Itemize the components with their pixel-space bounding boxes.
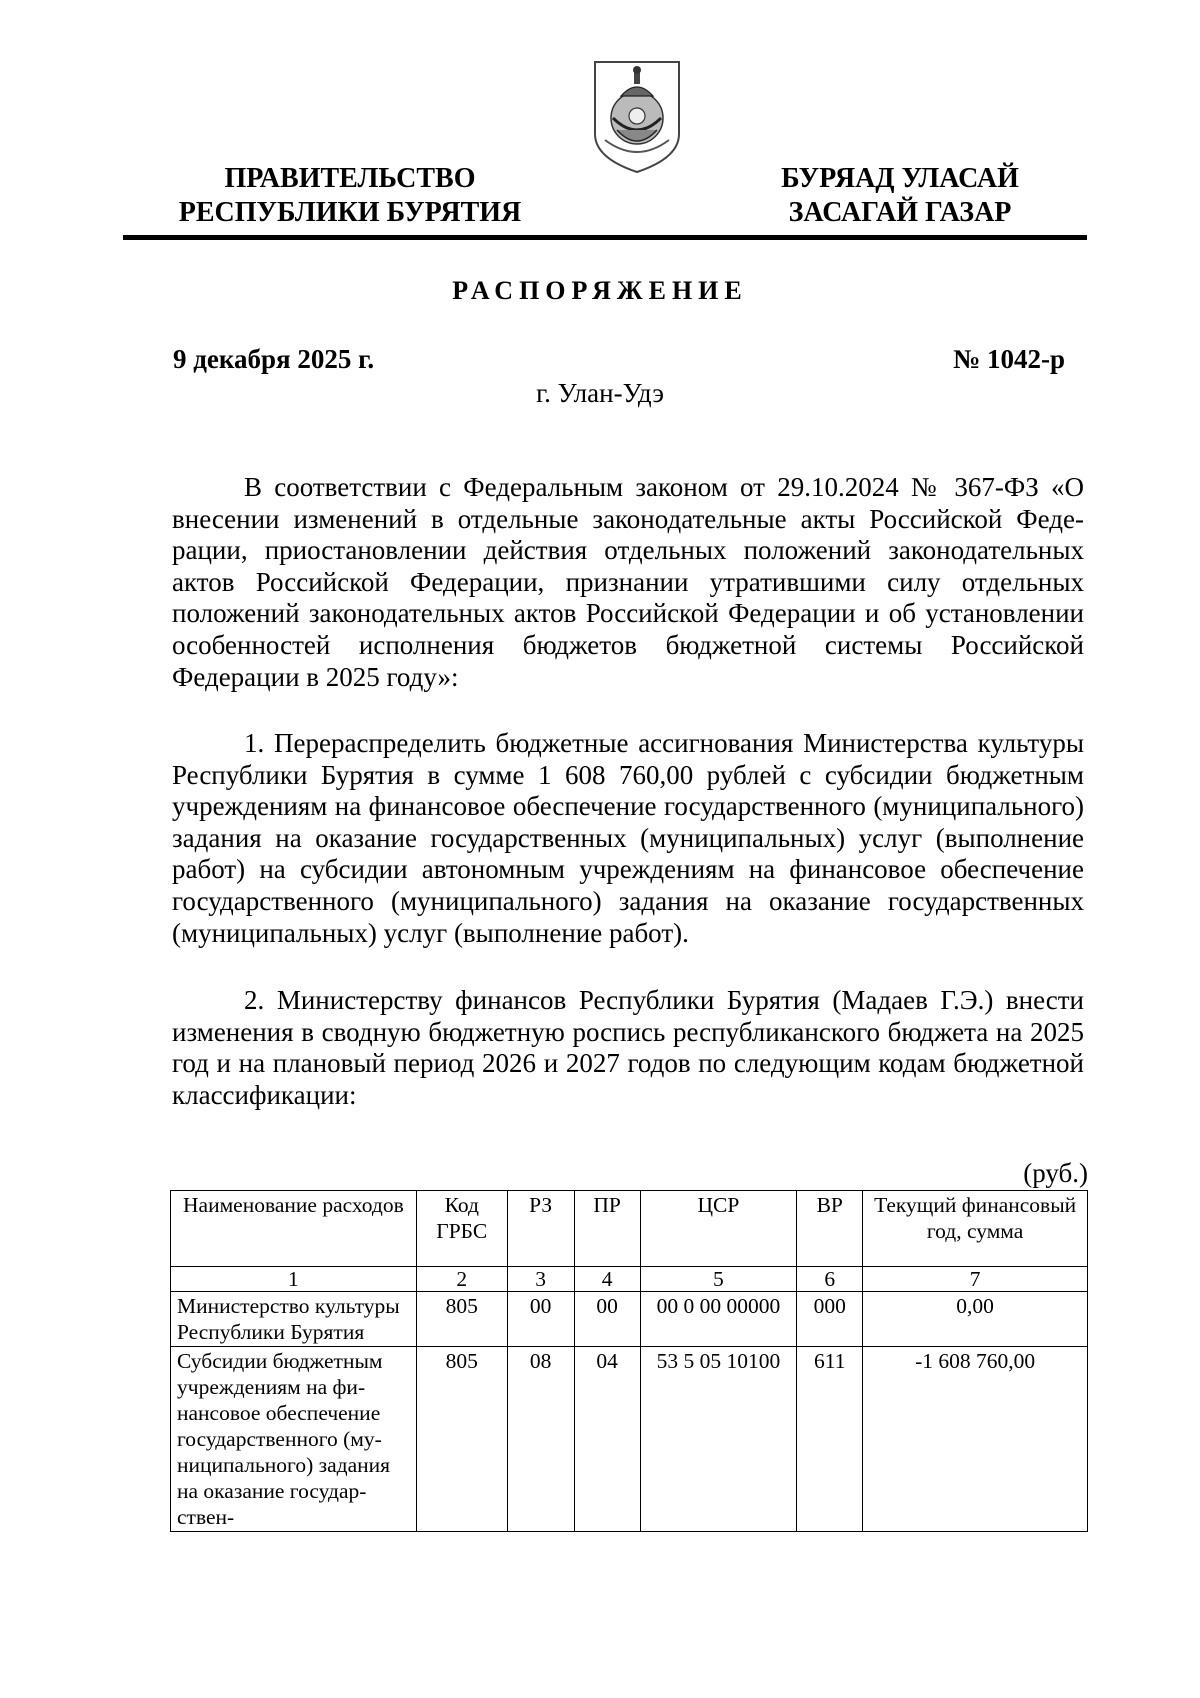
cell-csr: 53 5 05 10100: [640, 1347, 797, 1532]
header-name: Наименование расходов: [171, 1191, 417, 1267]
table-row: [171, 1292, 1088, 1347]
col-number: 6: [797, 1267, 863, 1292]
org-ru-line2: РЕСПУБЛИКИ БУРЯТИЯ: [178, 197, 522, 228]
header-divider: [123, 235, 1087, 240]
document-city: г. Улан-Удэ: [536, 378, 664, 408]
table-row: [171, 1347, 1088, 1532]
header-csr: ЦСР: [640, 1191, 797, 1267]
cell-sum: -1 608 760,00: [863, 1347, 1088, 1532]
col-number: 4: [574, 1267, 640, 1292]
coat-of-arms-icon: [591, 56, 683, 174]
header-grbs: Код ГРБС: [416, 1191, 507, 1267]
col-number: 5: [640, 1267, 797, 1292]
column-number-row: [171, 1267, 1088, 1292]
cell-name: Субсидии бюджетным учреждениям на финансовое обеспечение государственного (муниципального) задания на оказание государствен-: [171, 1347, 417, 1532]
org-name-buryat: [740, 162, 1060, 230]
cell-rz: 00: [507, 1292, 574, 1347]
document-type: РАСПОРЯЖЕНИЕ: [452, 276, 748, 305]
cell-name: Министерство культуры Республики Бурятия: [171, 1292, 417, 1347]
cell-csr: 00 0 00 00000: [640, 1292, 797, 1347]
cell-grbs: 805: [416, 1347, 507, 1532]
point-1-paragraph: 1. Перераспределить бюджетные ассигнования Министерства культуры Республики Бурятия в сумме 1 608 760,00 рублей с субсидии бюджетным учреждениям на финансовое обеспечение государственного (муниципального) задания на оказание государственных (муниципальных) услуг (выполнение работ) на субсидии автономным учреждениям на финансовое обеспечение государственного (муниципального) задания на оказание государственных (муниципальных) услуг (выполнение работ).: [172, 728, 1084, 948]
org-bua-line1: БУРЯАД УЛАСАЙ: [781, 163, 1019, 194]
col-number: 2: [416, 1267, 507, 1292]
cell-pr: 04: [574, 1347, 640, 1532]
table-header-row: [171, 1191, 1088, 1267]
col-number: 1: [171, 1267, 417, 1292]
org-bua-line2: ЗАСАГАЙ ГАЗАР: [788, 197, 1012, 228]
org-ru-line1: ПРАВИТЕЛЬСТВО: [224, 163, 476, 194]
point-2-paragraph: 2. Министерству финансов Республики Бурятия (Мадаев Г.Э.) внести изменения в сводную бюджетную роспись республиканского бюджета на 2025 год и на плановый период 2026 и 2027 годов по следующим кодам бюджетной классификации:: [172, 985, 1084, 1110]
col-number: 7: [863, 1267, 1088, 1292]
cell-sum: 0,00: [863, 1292, 1088, 1347]
cell-grbs: 805: [416, 1292, 507, 1347]
org-name-russian: [150, 162, 550, 230]
document-number: № 1042-р: [953, 344, 1065, 374]
header-vr: ВР: [797, 1191, 863, 1267]
header-sum: Текущий финансовый год, сумма: [863, 1191, 1088, 1267]
preamble-paragraph: В соответствии с Федеральным законом от 29.10.2024 № 367-ФЗ «О внесении изменений в отдельные законодательные акты Российской Федерации, приостановлении действия отдельных положений законодательных актов Российской Федерации, признании утратившими силу отдельных положений законодательных актов Российской Федерации и об установлении особенностей исполнения бюджетов бюджетной системы Российской Федерации в 2025 году»:: [172, 472, 1084, 692]
table-unit-label: (руб.): [1023, 1158, 1088, 1188]
cell-pr: 00: [574, 1292, 640, 1347]
col-number: 3: [507, 1267, 574, 1292]
cell-rz: 08: [507, 1347, 574, 1532]
cell-vr: 611: [797, 1347, 863, 1532]
header-pr: ПР: [574, 1191, 640, 1267]
budget-table: [170, 1190, 1088, 1532]
document-date: 9 декабря 2025 г.: [173, 344, 375, 374]
header-rz: РЗ: [507, 1191, 574, 1267]
cell-vr: 000: [797, 1292, 863, 1347]
